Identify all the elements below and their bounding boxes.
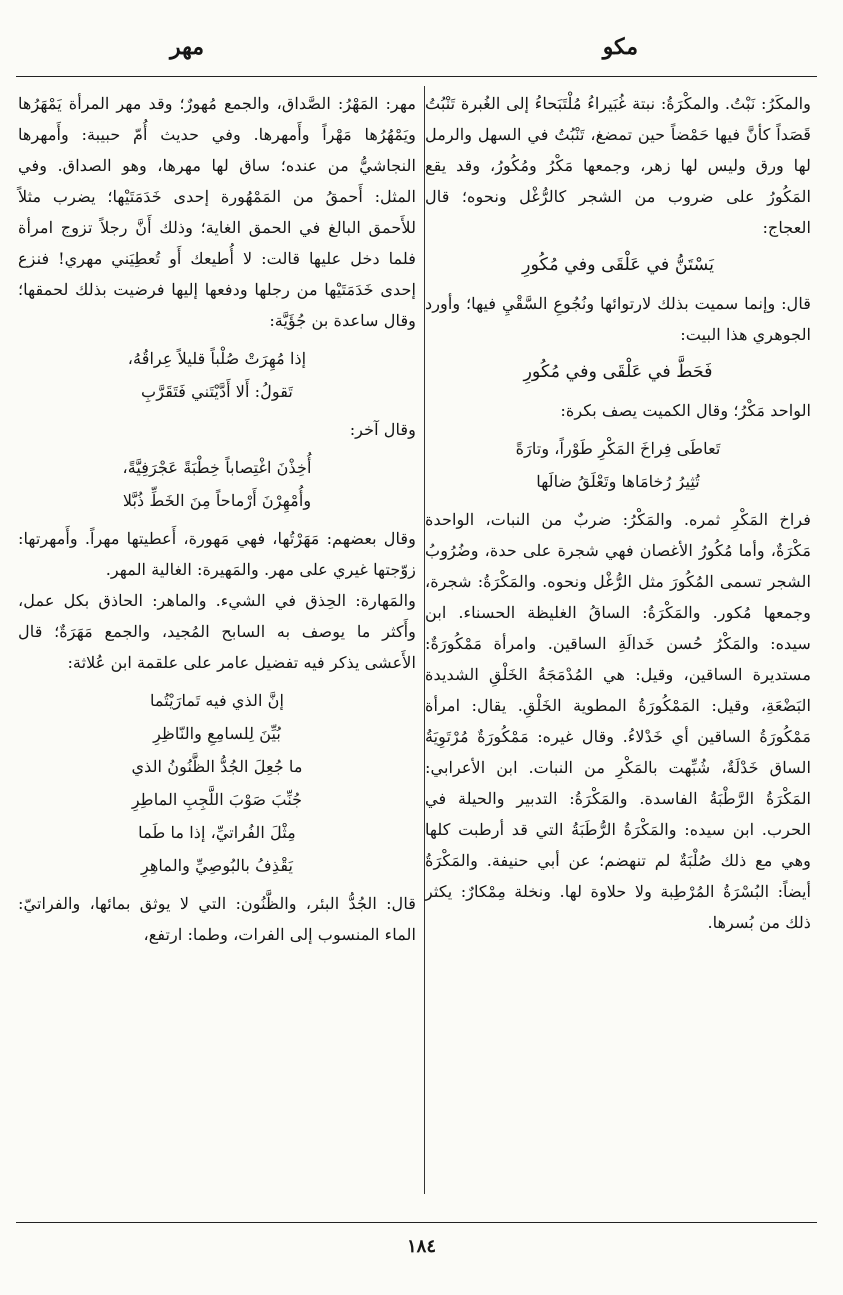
page-number: ١٨٤	[406, 1236, 436, 1257]
verse-line: أُخِذْنَ اغْتِصاباً خِطْبَةً عَجْرَفِيَّةً،	[122, 458, 312, 477]
verse-line: مِثْلَ الفُراتيِّ، إذا ما طَما	[138, 823, 296, 842]
entry-paragraph: وقال بعضهم: مَهَرْتُها، فهي مَهورة، أَعطيتها مهراً. وأَمهرتها: زوّجتها غيري على مهر. والمَهيرة: الغالية المهر.	[18, 529, 416, 579]
column-left	[18, 88, 416, 950]
verse-block	[18, 451, 416, 517]
verse-line: وأُمْهِرْنَ أَرْماحاً مِنَ الخَطِّ ذُبَّلا	[122, 491, 312, 510]
verse-line: فَحَطَّ في عَلْقَى وفي مُكُورِ	[523, 362, 713, 382]
verse-line: ما جُعِلَ الجُدُّ الظَّنُونُ الذي	[131, 757, 303, 776]
verse-block	[425, 356, 811, 389]
verse-line: بُيِّنَ لِلسامِعِ والنّاظِرِ	[153, 724, 281, 743]
entry-paragraph: الواحد مَكْرُ؛ وقال الكميت يصف بكرة:	[560, 401, 811, 420]
entry-paragraph: والمكَرُ: نَبْتُ. والمكْرَةُ: نبتة غُبَيراءُ مُلْتَبَحاءُ إلى الغُبرة تَنْبُتُ قَصَداً كأنَّ فيها حَمْضاً حين تمضغ، تَنْبُتُ في السهل والرمل لها ورق وليس لها زهر، وجمعها مَكْرُ ومُكُورُ، وقد يقع المَكُورُ على ضروب من الشجر كالرُّغْل ونحوه؛ قال العجاج:	[425, 94, 811, 237]
entry-paragraph: مهر: المَهْرُ: الصَّداق، والجمع مُهورٌ؛ وقد مهر المرأة يَمْهَرُها ويَمْهُرُها مَهْراً وأَمهرها. وفي حديث أُمّ حبيبة: وأَمهرها النجاشيُّ من عنده؛ ساق لها مهرها، وهو الصداق. وفي المثل: أَحمقُ من المَمْهُورة إحدى خَدَمَتَيْها؛ يضرب مثلاً للأَحمق البالغ في الحمق الغاية؛ وذلك أَنَّ رجلاً تزوج امرأة فلما دخل عليها قالت: لا أُطيعك أَو تُعطِيَني مهري! فنزع إحدى خَدَمَتَيْها من رجلها ودفعها إليها فرضيت بذلك لحمقها؛ وقال ساعدة بن جُؤَيَّة:	[18, 94, 416, 330]
entry-paragraph: فراخ المَكْرِ ثمره. والمَكْرُ: ضربٌ من النبات، الواحدة مَكْرَةٌ، وأما مُكُورُ الأغصان فهي شجرة على حدة، وضُرُوبُ الشجر تسمى المُكُورَ مثل الرُّغْل ونحوه. والمَكْرَةُ: شجرة، وجمعها مُكور. والمَكْرَةُ: الساقُ الغليظة الحسناء. ابن سيده: والمَكْرُ حُسن خَدالَةِ الساقين. وامرأة مَمْكُورَةٌ: مستديرة الساقين، وقيل: هي المُدْمَجَةُ الخَلْقِ الشديدة البَضْعَةِ، وقيل: المَمْكُورَةُ المطوية الخَلْقِ. يقال: امرأة مَمْكُورَةُ الساقين أي خَدْلاءُ. وقال غيره: مَمْكُورَةٌ مُرْتَوِيَةُ الساق خَدْلَةٌ، شُبِّهت بالمَكْرِ من النبات. ابن الأعرابي: المَكْرَةُ الرَّطْبَةُ الفاسدة. والمَكْرَةُ: التدبير والحيلة في الحرب. ابن سيده: والمَكْرَةُ الرُّطَبَةُ التي قد أرطبت كلها وهي مع ذلك صُلْبَةٌ لم تنهضم؛ عن أبي حنيفة. والمَكْرَةُ أيضاً: البُسْرَةُ المُرْطِبة ولا حلاوة لها. ونخلة مِمْكارٌ: يكثر ذلك من بُسرها.	[425, 510, 811, 932]
verse-line: تُثِيرُ رُخامَاها وتَعْلَقُ ضالَها	[536, 472, 700, 491]
verse-line: يَسْتَنُّ في عَلْقَى وفي مُكُورِ	[522, 255, 714, 275]
entry-paragraph: قال: الجُدُّ البئر، والظَّنُون: التي لا يوثق بمائها، والفراتيّ: الماء المنسوب إلى الفرات، وطما: ارتفع،	[18, 894, 416, 944]
verse-line: تَقولُ: أَلا أَدَّيْتَني فَتَقَرَّبِ	[141, 382, 293, 401]
entry-paragraph: وقال آخر:	[349, 420, 416, 439]
verse-block	[425, 249, 811, 282]
header-rule	[16, 76, 817, 77]
column-right	[425, 88, 811, 938]
running-head-right: مكو	[602, 34, 638, 60]
verse-line: إذا مُهِرَتْ صُلْباً قليلاً عِراقُهُ،	[127, 349, 307, 368]
verse-line: جُنِّبَ صَوْبَ اللَّجِبِ الماطِرِ	[131, 790, 303, 809]
footer-rule	[16, 1222, 817, 1223]
verse-block	[425, 432, 811, 498]
verse-block	[18, 684, 416, 882]
entry-paragraph: والمَهارة: الحِذق في الشيء. والماهر: الحاذق بكل عمل، وأَكثر ما يوصف به السابح المُجيد، والجمع مَهَرَةٌ؛ قال الأَعشى يذكر فيه تفضيل عامر على علقمة ابن عُلاثة:	[18, 591, 416, 672]
verse-line: تَعاطَى فِراخَ المَكْرِ طَوْراً، وتارَةً	[515, 439, 721, 458]
verse-block	[18, 342, 416, 408]
entry-paragraph: قال: وإنما سميت بذلك لارتوائها ونُجُوعِ السَّقْيِ فيها؛ وأورد الجوهري هذا البيت:	[425, 294, 811, 344]
verse-line: يَقْذِفُ بالبُوصِيِّ والماهِرِ	[140, 856, 294, 875]
running-head-left: مهر	[170, 34, 205, 60]
verse-line: إنَّ الذي فيه تَمارَيْتُما	[149, 691, 284, 710]
